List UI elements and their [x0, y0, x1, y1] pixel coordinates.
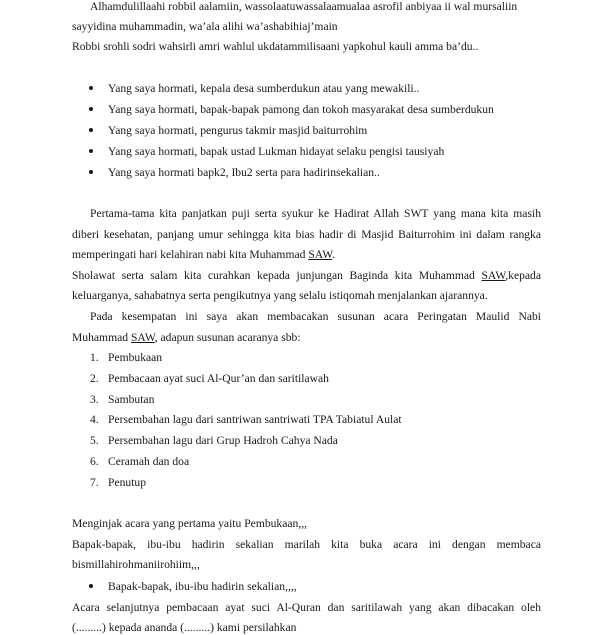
- intro-line-1: Alhamdulillaahi robbil aalamiin, wassolaatuwassalaamualaa asrofil anbiyaa ii wal mursaliin: [90, 0, 518, 13]
- closing-line-5: (.........) kepada ananda (.........) kami persilahkan: [72, 621, 297, 634]
- closing-line-2: Bapak-bapak, ibu-ibu hadirin sekalian marilah kita buka acara ini dengan membaca: [72, 538, 541, 551]
- bullet-icon: [89, 166, 95, 172]
- para2-text-end: ,kepada: [505, 269, 541, 282]
- agenda-item: Persembahan lagu dari Grup Hadroh Cahya Nada: [108, 434, 338, 447]
- agenda-number: 4.: [90, 413, 99, 426]
- greeting-item: Yang saya hormati, kepala desa sumberdukun atau yang mewakili..: [108, 82, 420, 95]
- intro-line-3: Robbi srohli sodri wahsirli amri wahlul ukdatammilisaani yapkohul kauli amma ba’du..: [72, 40, 479, 53]
- para3-text-end: , adapun susunan acaranya sbb:: [154, 331, 301, 344]
- agenda-number: 2.: [90, 372, 99, 385]
- bullet-icon: [89, 580, 95, 586]
- agenda-item: Penutup: [108, 476, 147, 489]
- para2-line-1: [72, 269, 541, 283]
- para3-text: Muhammad: [72, 331, 131, 344]
- bullet-icon: [89, 124, 95, 130]
- saw-text: SAW: [130, 331, 155, 344]
- saw-text: SAW: [308, 248, 333, 261]
- agenda-item: Pembacaan ayat suci Al-Qur’an dan saritilawah: [108, 372, 329, 385]
- greeting-item: Yang saya hormati, bapak-bapak pamong dan tokoh masyarakat desa sumberdukun: [108, 103, 494, 116]
- para3-line-1: Pada kesempatan ini saya akan membacakan susunan acara Peringatan Maulid Nabi: [90, 310, 541, 323]
- bullet-icon: [89, 82, 95, 88]
- agenda-item: Ceramah dan doa: [108, 455, 190, 468]
- closing-line-3: bismillahirohmaniirohiim,,,: [72, 558, 200, 571]
- closing-line-1: Menginjak acara yang pertama yaitu Pembukaan,,,: [72, 517, 308, 530]
- para1-period: .: [332, 248, 335, 261]
- agenda-item: Sambutan: [108, 393, 155, 406]
- para2-text: Sholawat serta salam kita curahkan kepada junjungan Baginda kita Muhammad: [72, 269, 482, 282]
- para1-line-2: diberi kesehatan, panjang umur sehingga kita bias hadir di Masjid Baiturrohim ini dalam rangka: [72, 228, 541, 241]
- agenda-number: 3.: [90, 393, 99, 406]
- bullet-icon: [89, 145, 95, 151]
- intro-line-2: sayyidina muhammadin, wa’ala alihi wa’ashabihiaj’main: [72, 20, 338, 33]
- para3-line-2: [72, 331, 541, 345]
- agenda-number: 5.: [90, 434, 99, 447]
- saw-text: SAW: [481, 269, 506, 282]
- agenda-item: Persembahan lagu dari santriwan santriwati TPA Tabiatul Aulat: [108, 413, 402, 426]
- para1-line-1: Pertama-tama kita panjatkan puji serta syukur ke Hadirat Allah SWT yang mana kita masih: [90, 207, 541, 220]
- para1-text: memperingati hari kelahiran nabi kita Muhammad: [72, 248, 309, 261]
- agenda-number: 1.: [90, 351, 99, 364]
- agenda-number: 7.: [90, 476, 99, 489]
- bullet-icon: [89, 103, 95, 109]
- greeting-item: Yang saya hormati, pengurus takmir masjid baiturrohim: [108, 124, 368, 137]
- agenda-number: 6.: [90, 455, 99, 468]
- para1-line-3: [72, 248, 541, 262]
- greeting-item: Yang saya hormati bapk2, Ibu2 serta para hadirinsekalian..: [108, 166, 380, 179]
- closing-line-4: Acara selanjutnya pembacaan ayat suci Al-Quran dan saritilawah yang akan dibacakan oleh: [72, 601, 541, 614]
- agenda-item: Pembukaan: [108, 351, 163, 364]
- para2-line-2: keluarganya, sahabatnya serta pengikutnya yang selalu istiqomah menjalankan ajarannya.: [72, 289, 488, 302]
- greeting-item: Yang saya hormati, bapak ustad Lukman hidayat selaku pengisi tausiyah: [108, 145, 445, 158]
- closing-bullet-item: Bapak-bapak, ibu-ibu hadirin sekalian,,,,: [108, 580, 297, 593]
